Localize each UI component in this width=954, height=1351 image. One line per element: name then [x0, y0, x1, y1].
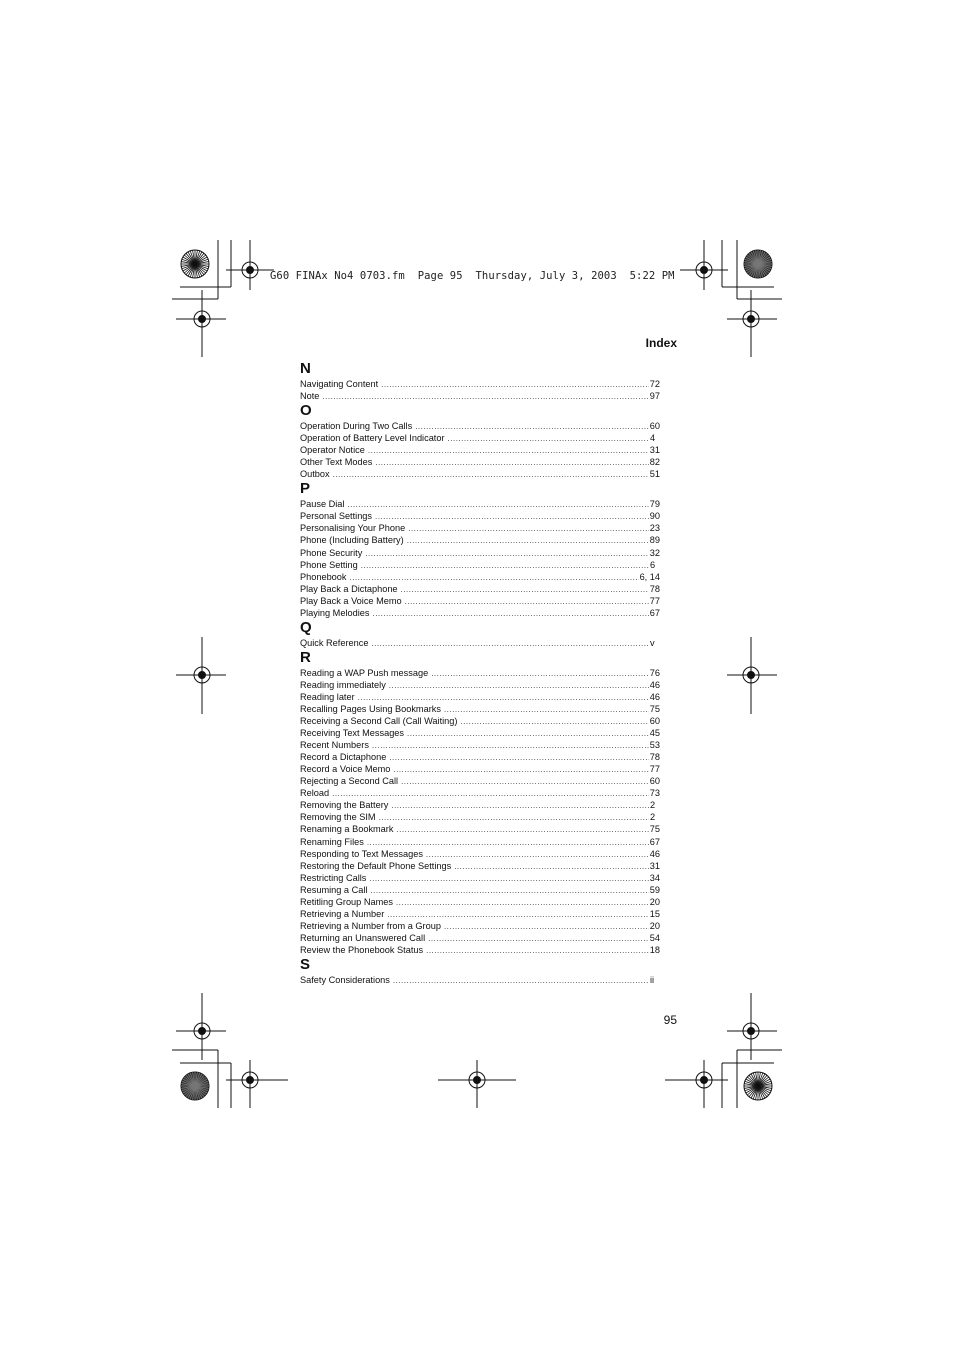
- page-number: 95: [663, 1013, 677, 1027]
- entry-page: 76: [649, 667, 660, 678]
- entry-term: Phone (Including Battery): [300, 535, 404, 546]
- entry-page: 82: [649, 457, 660, 468]
- index-entry: [300, 378, 660, 390]
- entry-term: Review the Phonebook Status: [300, 944, 424, 955]
- index-entry: [300, 932, 660, 944]
- index-section: [300, 480, 660, 618]
- index-entry: [300, 390, 660, 402]
- dot-leader: [426, 945, 649, 957]
- index-entry: [300, 607, 660, 619]
- index-section: [300, 402, 660, 480]
- entry-term: Responding to Text Messages: [300, 848, 423, 859]
- running-head: Index: [645, 336, 677, 350]
- entry-term: Retitling Group Names: [300, 896, 393, 907]
- index-entry: [300, 974, 660, 986]
- entry-term: Receiving Text Messages: [300, 728, 405, 739]
- dot-leader: [444, 921, 649, 933]
- dot-leader: [405, 596, 649, 608]
- index-entry: [300, 432, 660, 444]
- entry-page: 54: [649, 932, 660, 943]
- entry-term: Navigating Content: [300, 379, 379, 389]
- dot-leader: [407, 535, 649, 547]
- index-entry: [300, 679, 660, 691]
- dot-leader: [371, 638, 649, 650]
- dot-leader: [401, 776, 649, 788]
- entry-term: Safety Considerations: [300, 974, 390, 985]
- index-section: [300, 360, 660, 402]
- dot-leader: [389, 752, 648, 764]
- dot-leader: [365, 548, 648, 560]
- registration-target-icon: [727, 637, 777, 714]
- section-letter: O: [300, 402, 312, 420]
- index-entry: [300, 667, 660, 679]
- registration-target-icon: [176, 290, 226, 357]
- starburst-mark-icon: [181, 1072, 209, 1100]
- index-entry: [300, 920, 660, 932]
- index-entry: [300, 944, 660, 956]
- entry-term: Operator Notice: [300, 445, 365, 456]
- entry-term: Operation During Two Calls: [300, 421, 413, 432]
- entry-term: Retrieving a Number: [300, 908, 385, 919]
- entry-page: 15: [649, 908, 660, 919]
- entry-term: Recent Numbers: [300, 740, 369, 751]
- entry-term: Play Back a Voice Memo: [300, 595, 402, 606]
- entry-page: 53: [649, 740, 660, 751]
- entry-page: 75: [649, 824, 660, 835]
- entry-page: 90: [649, 511, 660, 522]
- index-entry: [300, 522, 660, 534]
- index-entry: [300, 884, 660, 896]
- entry-page: 46: [649, 679, 660, 690]
- entry-page: v: [650, 637, 655, 648]
- entry-page: 31: [649, 445, 660, 456]
- dot-leader: [444, 704, 649, 716]
- entry-term: Removing the SIM: [300, 812, 376, 823]
- section-letter: S: [300, 955, 311, 973]
- registration-target-icon: [665, 1060, 728, 1108]
- section-letter: Q: [300, 618, 312, 636]
- entry-page: 23: [649, 523, 660, 534]
- entry-page: 60: [649, 716, 660, 727]
- index-section: [300, 619, 660, 649]
- entry-term: Note: [300, 391, 320, 402]
- entry-page: 77: [649, 595, 660, 606]
- dot-leader: [375, 511, 649, 523]
- entry-page: 89: [649, 535, 660, 546]
- entry-term: Rejecting a Second Call: [300, 776, 399, 787]
- dot-leader: [372, 608, 648, 620]
- registration-target-icon: [226, 240, 274, 290]
- entry-page: 46: [649, 691, 660, 702]
- entry-term: Reading immediately: [300, 679, 386, 690]
- section-letter: P: [300, 480, 311, 498]
- index-entry: [300, 420, 660, 432]
- entry-term: Pause Dial: [300, 499, 345, 510]
- index-entry: [300, 498, 660, 510]
- dot-leader: [407, 728, 649, 740]
- file-slug-line: G60 FINAx No4 0703.fm Page 95 Thursday, July 3, 2003 5:22 PM: [270, 270, 675, 282]
- starburst-mark-icon: [744, 1072, 772, 1100]
- entry-term: Resuming a Call: [300, 884, 368, 895]
- index-entry: [300, 534, 660, 546]
- entry-page: 6: [650, 559, 656, 570]
- starburst-mark-icon: [744, 250, 772, 278]
- registration-target-icon: [438, 1060, 516, 1108]
- index-section: [300, 956, 660, 986]
- dot-leader: [333, 469, 649, 481]
- index-entry: [300, 739, 660, 751]
- entry-page: 20: [649, 896, 660, 907]
- dot-leader: [454, 861, 649, 873]
- entry-page: 6, 14: [639, 571, 660, 582]
- entry-page: 46: [649, 848, 660, 859]
- entry-page: 75: [649, 703, 660, 714]
- entry-term: Restoring the Default Phone Settings: [300, 860, 452, 871]
- entry-term: Phone Setting: [300, 559, 358, 570]
- dot-leader: [361, 560, 649, 572]
- index-entry: [300, 547, 660, 559]
- entry-term: Record a Dictaphone: [300, 752, 387, 763]
- entry-term: Retrieving a Number from a Group: [300, 920, 441, 931]
- entry-term: Other Text Modes: [300, 457, 373, 468]
- index-entry: [300, 872, 660, 884]
- index-entry: [300, 896, 660, 908]
- entry-page: 79: [649, 499, 660, 510]
- entry-term: Personalising Your Phone: [300, 523, 406, 534]
- registration-target-icon: [680, 240, 728, 290]
- dot-leader: [393, 975, 649, 987]
- dot-leader: [396, 897, 649, 909]
- registration-target-icon: [226, 1060, 288, 1108]
- entry-term: Play Back a Dictaphone: [300, 583, 398, 594]
- index-entry: [300, 571, 660, 583]
- index-entry: [300, 908, 660, 920]
- entry-term: Phonebook: [300, 571, 347, 582]
- dot-leader: [389, 680, 649, 692]
- dot-leader: [415, 421, 649, 433]
- index-entry: [300, 691, 660, 703]
- dot-leader: [369, 873, 648, 885]
- index-entry: [300, 444, 660, 456]
- dot-leader: [322, 391, 648, 403]
- index-entry: [300, 637, 660, 649]
- entry-term: Receiving a Second Call (Call Waiting): [300, 716, 458, 727]
- section-letter: R: [300, 648, 311, 666]
- entry-term: Phone Security: [300, 547, 363, 558]
- dot-leader: [372, 740, 649, 752]
- dot-leader: [448, 433, 649, 445]
- dot-leader: [428, 933, 649, 945]
- entry-page: 51: [649, 469, 660, 480]
- entry-term: Recalling Pages Using Bookmarks: [300, 703, 441, 714]
- entry-page: 77: [649, 764, 660, 775]
- dot-leader: [401, 584, 649, 596]
- entry-term: Personal Settings: [300, 511, 373, 522]
- entry-page: 20: [649, 920, 660, 931]
- entry-page: 67: [649, 607, 660, 618]
- entry-term: Renaming a Bookmark: [300, 824, 394, 835]
- dot-leader: [347, 499, 648, 511]
- dot-leader: [431, 668, 649, 680]
- entry-term: Reading later: [300, 691, 355, 702]
- entry-page: 34: [649, 872, 660, 883]
- dot-leader: [370, 885, 648, 897]
- index-entry: [300, 595, 660, 607]
- dot-leader: [408, 523, 649, 535]
- entry-page: 73: [649, 788, 660, 799]
- index-entry: [300, 860, 660, 872]
- index-entry: [300, 811, 660, 823]
- entry-page: 18: [649, 944, 660, 955]
- dot-leader: [368, 445, 649, 457]
- index-entry: [300, 559, 660, 571]
- entry-term: Reading a WAP Push message: [300, 667, 429, 678]
- dot-leader: [379, 812, 649, 824]
- entry-page: 72: [649, 379, 660, 389]
- entry-page: 78: [649, 583, 660, 594]
- index-entry: [300, 775, 660, 787]
- entry-page: 67: [649, 836, 660, 847]
- index-entry: [300, 751, 660, 763]
- index-entry: [300, 836, 660, 848]
- index-entry: [300, 468, 660, 480]
- entry-page: ii: [650, 974, 655, 985]
- entry-term: Operation of Battery Level Indicator: [300, 433, 445, 444]
- section-letter: N: [300, 360, 311, 377]
- entry-term: Record a Voice Memo: [300, 764, 391, 775]
- dot-leader: [381, 379, 649, 391]
- index-entry: [300, 787, 660, 799]
- entry-page: 2: [650, 812, 656, 823]
- entry-term: Renaming Files: [300, 836, 364, 847]
- entry-page: 2: [650, 800, 656, 811]
- entry-page: 60: [649, 776, 660, 787]
- index-entry: [300, 763, 660, 775]
- entry-page: 45: [649, 728, 660, 739]
- registration-target-icon: [176, 637, 226, 714]
- dot-leader: [460, 716, 648, 728]
- index-entry: [300, 456, 660, 468]
- index-entry: [300, 510, 660, 522]
- entry-page: 59: [649, 884, 660, 895]
- entry-term: Quick Reference: [300, 637, 369, 648]
- entry-page: 32: [649, 547, 660, 558]
- entry-term: Outbox: [300, 469, 330, 480]
- dot-leader: [393, 764, 648, 776]
- entry-page: 60: [649, 421, 660, 432]
- index-section: [300, 649, 660, 956]
- index-entry: [300, 583, 660, 595]
- dot-leader: [375, 457, 648, 469]
- index-entry: [300, 799, 660, 811]
- dot-leader: [396, 824, 648, 836]
- index-body: [300, 360, 660, 986]
- entry-term: Removing the Battery: [300, 800, 389, 811]
- index-entry: [300, 703, 660, 715]
- entry-term: Restricting Calls: [300, 872, 367, 883]
- starburst-mark-icon: [181, 250, 209, 278]
- registration-target-icon: [727, 290, 777, 357]
- entry-term: Returning an Unanswered Call: [300, 932, 426, 943]
- dot-leader: [426, 849, 649, 861]
- entry-page: 31: [649, 860, 660, 871]
- entry-page: 4: [650, 433, 656, 444]
- index-entry: [300, 848, 660, 860]
- entry-term: Reload: [300, 788, 330, 799]
- index-entry: [300, 715, 660, 727]
- entry-page: 78: [649, 752, 660, 763]
- dot-leader: [391, 800, 649, 812]
- index-entry: [300, 727, 660, 739]
- index-entry: [300, 823, 660, 835]
- entry-term: Playing Melodies: [300, 607, 370, 618]
- entry-page: 97: [649, 391, 660, 402]
